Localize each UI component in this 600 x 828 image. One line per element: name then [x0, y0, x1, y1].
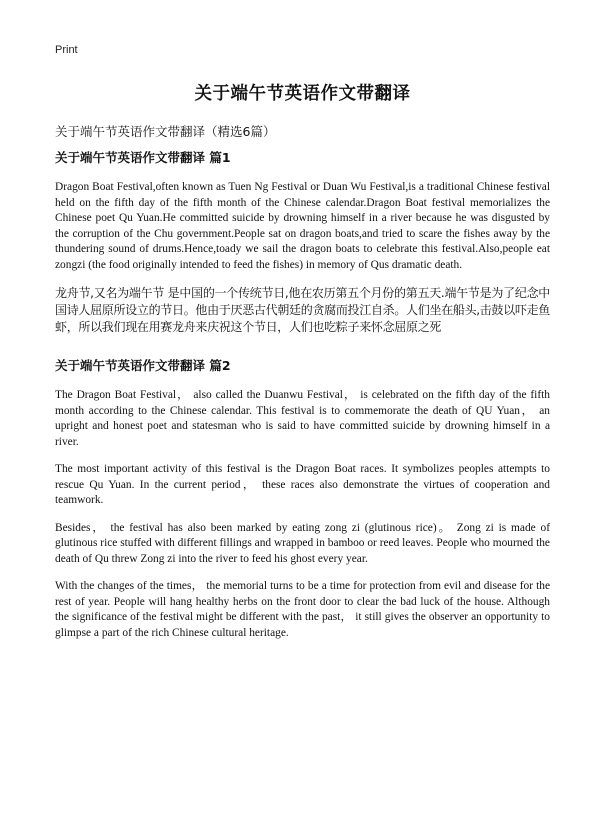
section-2 — [55, 358, 550, 641]
section-1 — [55, 150, 550, 336]
english-paragraph: The most important activity of this festival is the Dragon Boat races. It symbolizes peoples attempts to rescue Qu Yuan. In the current period， these races also demonstrate the virtues of cooperation and teamwork. — [55, 463, 550, 506]
english-paragraph: With the changes of the times， the memorial turns to be a time for protection from evil and disease for the rest of year. People will hang healthy herbs on the front door to clear the bad luck of the house. Although the significance of the festival might be different with the past， it still gives the observer an opportunity to glimpse a part of the rich Chinese cultural heritage. — [55, 580, 550, 639]
english-paragraph: The Dragon Boat Festival， also called the Duanwu Festival， is celebrated on the fifth day of the fifth month according to the Chinese calendar. This festival is to commemorate the death of QU Yuan， an upright and honest poet and statesman who is said to have committed suicide by drowning himself in a river. — [55, 389, 550, 448]
section-heading: 关于端午节英语作文带翻译 篇1 — [55, 150, 231, 165]
page-title: 关于端午节英语作文带翻译 — [194, 84, 411, 104]
english-paragraph: Dragon Boat Festival,often known as Tuen Ng Festival or Duan Wu Festival,is a traditional Chinese festival held on the fifth day of the fifth month of the Chinese calendar.Dragon Boat festival memorializes the Chinese poet Qu Yuan.He committed suicide by drowning himself in a river because he was disgusted by the corruption of the Chu government.People sat on dragon boats,and tried to scare the fishes away by the thundering sound of drums.Hence,toady we sail the dragon boats to celebrate this festival.Also,people eat zongzi (the food originally intended to feed the fishes) in memory of Qus dramatic death. — [55, 181, 550, 271]
chinese-translation: 龙舟节,又名为端午节 是中国的一个传统节日,他在农历第五个月份的第五天.端午节是为了纪念中国诗人屈原所设立的节日。他由于厌恶古代朝廷的贪腐而投江自杀。人们坐在船头,击鼓以吓走鱼虾，所以我们现在用赛龙舟来庆祝这个节日，人们也吃粽子来怀念屈原之死 — [55, 286, 550, 334]
section-heading: 关于端午节英语作文带翻译 篇2 — [55, 358, 231, 373]
page-subtitle: 关于端午节英语作文带翻译（精选6篇） — [55, 124, 276, 139]
article-body — [55, 150, 550, 653]
print-link[interactable]: Print — [55, 44, 78, 56]
english-paragraph: Besides， the festival has also been marked by eating zong zi (glutinous rice)。 Zong zi is made of glutinous rice stuffed with different fillings and wrapped in bamboo or reed leaves. People who mourned the death of Qu threw Zong zi into the river to feed his ghost every year. — [55, 521, 550, 565]
